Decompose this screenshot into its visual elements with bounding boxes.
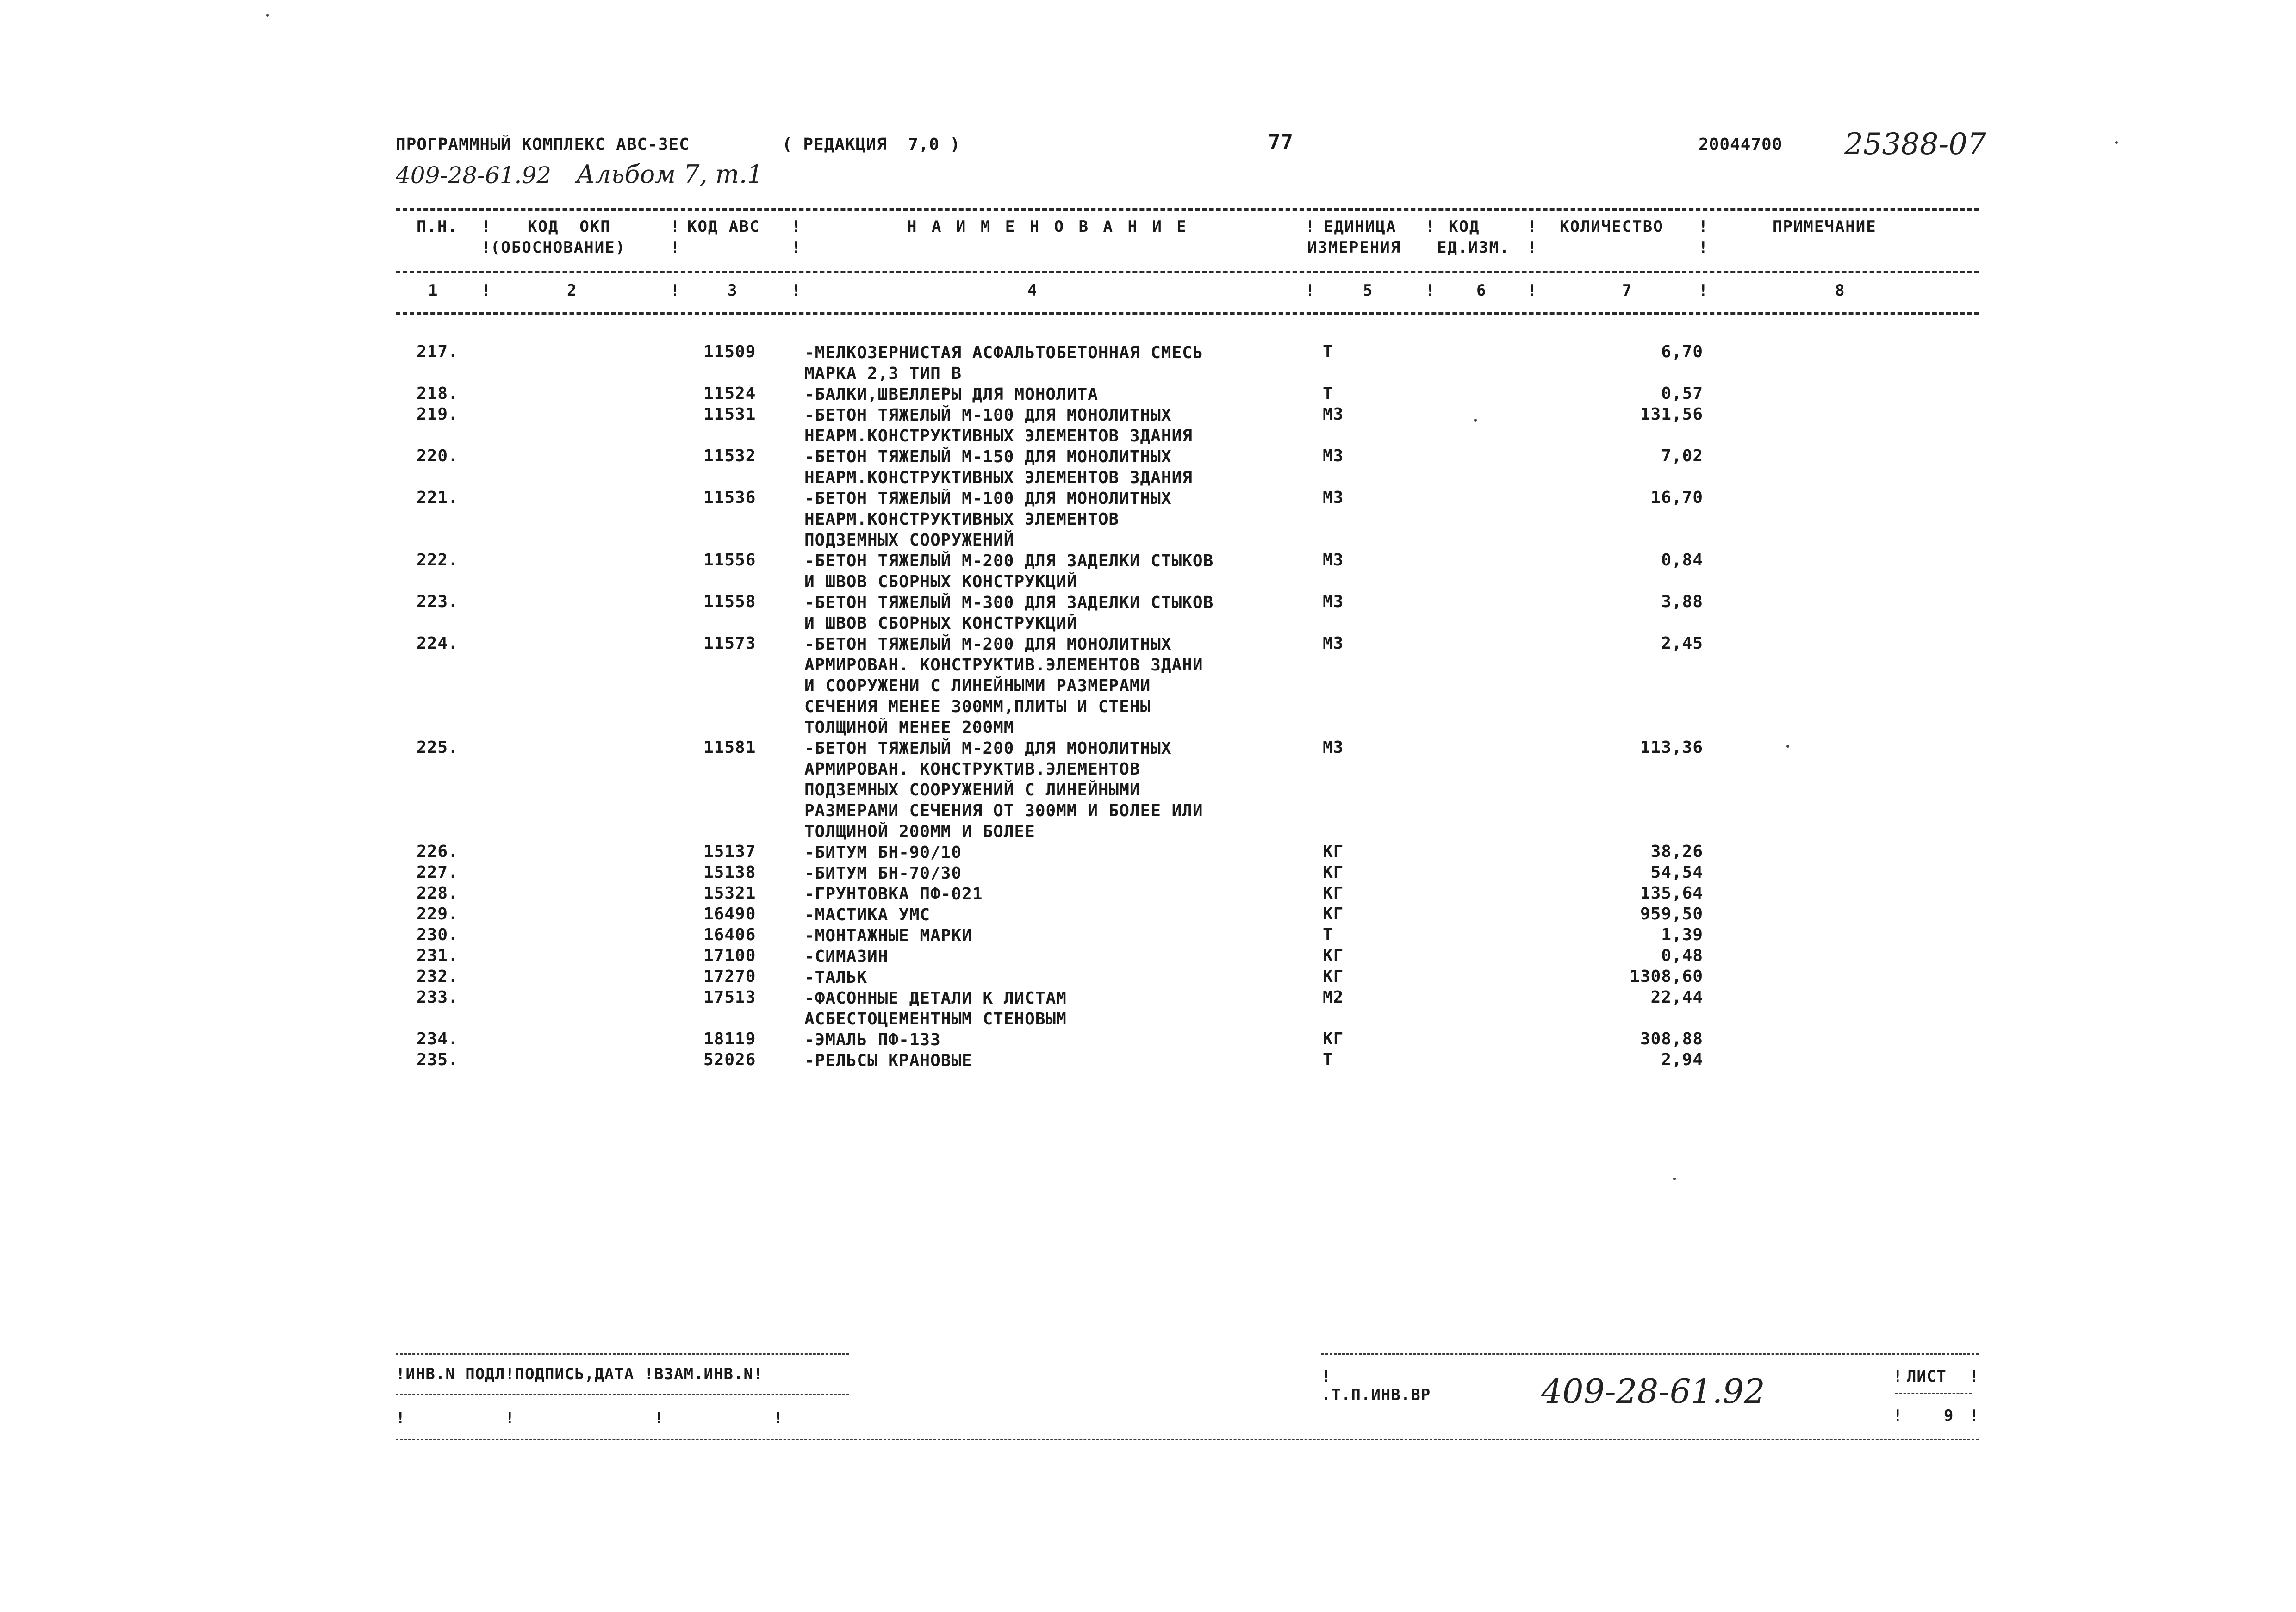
header-col-abc: КОД АВС [687, 217, 760, 236]
row-name-line: ПОДЗЕМНЫХ СООРУЖЕНИЙ [804, 531, 1014, 550]
row-quantity: 54,54 [1650, 863, 1703, 882]
row-quantity: 113,36 [1640, 738, 1703, 757]
row-name-line: ТОЛЩИНОЙ МЕНЕЕ 200ММ [804, 718, 1014, 737]
row-name-line: И ШВОВ СБОРНЫХ КОНСТРУКЦИЙ [804, 572, 1077, 591]
row-unit: Т [1323, 384, 1333, 403]
footer-bottom-rule [396, 1439, 1979, 1440]
row-name-line: -МАСТИКА УМС [804, 905, 931, 924]
table-top-rule [396, 208, 1979, 211]
colnum-8: 8 [1835, 281, 1846, 300]
row-abc-code: 16406 [703, 925, 756, 944]
row-name [804, 967, 867, 988]
colnum-2: 2 [567, 281, 578, 300]
row-number: 230. [417, 925, 459, 944]
row-number: 227. [417, 863, 459, 882]
row-quantity: 308,88 [1640, 1029, 1703, 1048]
row-quantity: 131,56 [1640, 405, 1703, 424]
colnum-3: 3 [728, 281, 738, 300]
table-row [0, 1029, 2296, 1050]
row-name [804, 1029, 941, 1050]
row-number: 229. [417, 905, 459, 924]
row-name-line: -БЕТОН ТЯЖЕЛЫЙ М-200 ДЛЯ МОНОЛИТНЫХ [804, 635, 1172, 654]
table-row [0, 384, 2296, 405]
row-unit: КГ [1323, 842, 1344, 861]
row-unit: КГ [1323, 884, 1344, 903]
row-quantity: 0,84 [1661, 551, 1703, 570]
row-unit: КГ [1323, 863, 1344, 882]
row-name [804, 925, 972, 946]
row-name-line: -ФАСОННЫЕ ДЕТАЛИ К ЛИСТАМ [804, 989, 1067, 1008]
header-col-note: ПРИМЕЧАНИЕ [1773, 217, 1877, 236]
row-unit: М3 [1323, 551, 1344, 570]
row-name [804, 405, 1193, 446]
row-name [804, 488, 1172, 551]
row-name-line: И ШВОВ СБОРНЫХ КОНСТРУКЦИЙ [804, 614, 1077, 633]
row-name-line: -ГРУНТОВКА ПФ-021 [804, 885, 983, 904]
row-number: 224. [417, 634, 459, 653]
row-quantity: 1308,60 [1630, 967, 1703, 986]
table-row [0, 592, 2296, 634]
row-name-line: -РЕЛЬСЫ КРАНОВЫЕ [804, 1051, 972, 1070]
handwritten-number: 25388-07 [1844, 127, 1986, 161]
row-name-line: АСБЕСТОЦЕМЕНТНЫМ СТЕНОВЫМ [804, 1010, 1067, 1029]
row-number: 221. [417, 488, 459, 507]
row-number: 235. [417, 1050, 459, 1069]
header-mid-rule [396, 271, 1979, 273]
row-name-line: СЕЧЕНИЯ МЕНЕЕ 300ММ,ПЛИТЫ И СТЕНЫ [804, 697, 1151, 716]
row-number: 220. [417, 446, 459, 465]
table-row [0, 634, 2296, 738]
footer-right-top-rule [1321, 1353, 1979, 1355]
row-name-line: АРМИРОВАН. КОНСТРУКТИВ.ЭЛЕМЕНТОВ ЗДАНИ [804, 656, 1203, 675]
row-number: 223. [417, 592, 459, 611]
row-unit: М2 [1323, 988, 1344, 1007]
row-name [804, 342, 1203, 384]
row-abc-code: 11558 [703, 592, 756, 611]
header-bottom-rule [396, 312, 1979, 315]
row-name [804, 946, 888, 967]
colnum-4: 4 [1027, 281, 1038, 300]
row-name [804, 634, 1203, 738]
row-quantity: 1,39 [1661, 925, 1703, 944]
row-number: 217. [417, 342, 459, 361]
row-name-line: -БЕТОН ТЯЖЕЛЫЙ М-300 ДЛЯ ЗАДЕЛКИ СТЫКОВ [804, 593, 1214, 612]
row-name [804, 863, 962, 884]
header-col-pn: П.Н. [417, 217, 458, 236]
table-row [0, 488, 2296, 551]
row-name-line: -БЕТОН ТЯЖЕЛЫЙ М-100 ДЛЯ МОНОЛИТНЫХ [804, 489, 1172, 508]
row-name-line: АРМИРОВАН. КОНСТРУКТИВ.ЭЛЕМЕНТОВ [804, 760, 1140, 779]
footer-left-mid-rule [396, 1394, 849, 1395]
table-row [0, 863, 2296, 884]
table-row [0, 842, 2296, 863]
header-separators: ! [481, 217, 491, 236]
handwritten-project: 409-28-61.92 [396, 162, 551, 189]
table-row [0, 884, 2296, 905]
row-abc-code: 15138 [703, 863, 756, 882]
row-name-line: ТОЛЩИНОЙ 200ММ И БОЛЕЕ [804, 822, 1035, 841]
row-name-line: -БЕТОН ТЯЖЕЛЫЙ М-100 ДЛЯ МОНОЛИТНЫХ [804, 406, 1172, 425]
footer-left-cells: ! ! ! ! [396, 1409, 784, 1427]
row-number: 222. [417, 551, 459, 570]
row-number: 218. [417, 384, 459, 403]
row-unit: Т [1323, 342, 1333, 361]
row-unit: М3 [1323, 446, 1344, 465]
row-abc-code: 15321 [703, 884, 756, 903]
row-unit: КГ [1323, 946, 1344, 965]
header-col-unit-sub: ИЗМЕРЕНИЯ [1307, 238, 1401, 257]
footer-handwritten-doc: 409-28-61.92 [1541, 1372, 1765, 1411]
row-name-line: -БАЛКИ,ШВЕЛЛЕРЫ ДЛЯ МОНОЛИТА [804, 385, 1098, 404]
document-code: 20044700 [1699, 135, 1783, 154]
row-quantity: 0,48 [1661, 946, 1703, 965]
row-abc-code: 11509 [703, 342, 756, 361]
row-abc-code: 11573 [703, 634, 756, 653]
footer-sheet-rule [1895, 1393, 1972, 1394]
colnum-7: 7 [1622, 281, 1633, 300]
row-name-line: -СИМАЗИН [804, 947, 889, 966]
row-number: 225. [417, 738, 459, 757]
row-abc-code: 17100 [703, 946, 756, 965]
row-quantity: 3,88 [1661, 592, 1703, 611]
row-unit: КГ [1323, 905, 1344, 924]
row-abc-code: 16490 [703, 905, 756, 924]
row-quantity: 6,70 [1661, 342, 1703, 361]
row-unit: КГ [1323, 1029, 1344, 1048]
row-quantity: 0,57 [1661, 384, 1703, 403]
header-col-okp: КОД ОКП [528, 217, 611, 236]
row-abc-code: 11532 [703, 446, 756, 465]
row-name [804, 384, 1098, 405]
row-name-line: -МЕЛКОЗЕРНИСТАЯ АСФАЛЬТОБЕТОННАЯ СМЕСЬ [804, 343, 1203, 362]
table-row [0, 342, 2296, 384]
row-abc-code: 17270 [703, 967, 756, 986]
row-unit: М3 [1323, 592, 1344, 611]
footer-left-labels: !ИНВ.N ПОДЛ!ПОДПИСЬ,ДАТА !ВЗАМ.ИНВ.N! [396, 1365, 764, 1383]
row-number: 233. [417, 988, 459, 1007]
handwritten-album: Альбом 7, т.1 [576, 160, 763, 189]
header-col-qty: КОЛИЧЕСТВО [1560, 217, 1664, 236]
row-name [804, 884, 983, 905]
table-row [0, 1050, 2296, 1071]
row-quantity: 7,02 [1661, 446, 1703, 465]
row-abc-code: 52026 [703, 1050, 756, 1069]
row-number: 234. [417, 1029, 459, 1048]
row-name-line: ПОДЗЕМНЫХ СООРУЖЕНИЙ С ЛИНЕЙНЫМИ [804, 781, 1140, 800]
row-unit: Т [1323, 1050, 1333, 1069]
row-name [804, 905, 930, 925]
header-col-okp-sub: (ОБОСНОВАНИЕ) [491, 238, 626, 257]
row-name-line: -БИТУМ БН-70/30 [804, 864, 962, 883]
scan-speck [2115, 141, 2118, 144]
scan-speck [1673, 1178, 1676, 1180]
colnum-1: 1 [428, 281, 439, 300]
page-number: 77 [1268, 130, 1294, 154]
row-unit: М3 [1323, 738, 1344, 757]
row-unit: Т [1323, 925, 1333, 944]
row-quantity: 22,44 [1650, 988, 1703, 1007]
row-abc-code: 11536 [703, 488, 756, 507]
row-abc-code: 11531 [703, 405, 756, 424]
footer-right-bar: ! [1321, 1367, 1332, 1386]
table-row [0, 925, 2296, 946]
row-abc-code: 11581 [703, 738, 756, 757]
scan-speck [1474, 419, 1477, 422]
row-name-line: И СООРУЖЕНИ С ЛИНЕЙНЫМИ РАЗМЕРАМИ [804, 676, 1151, 695]
row-name [804, 842, 962, 863]
program-edition: ( РЕДАКЦИЯ 7,0 ) [782, 135, 961, 154]
header-col-unitcode-sub: ЕД.ИЗМ. [1437, 238, 1510, 257]
row-name [804, 1050, 972, 1071]
row-name-line: -БЕТОН ТЯЖЕЛЫЙ М-200 ДЛЯ ЗАДЕЛКИ СТЫКОВ [804, 552, 1214, 570]
row-abc-code: 15137 [703, 842, 756, 861]
header-col-name: Н А И М Е Н О В А Н И Е [907, 217, 1189, 236]
table-row [0, 946, 2296, 967]
row-abc-code: 17513 [703, 988, 756, 1007]
row-name-line: РАЗМЕРАМИ СЕЧЕНИЯ ОТ 300ММ И БОЛЕЕ ИЛИ [804, 801, 1203, 820]
row-name [804, 988, 1067, 1029]
row-name [804, 592, 1213, 634]
row-unit: М3 [1323, 405, 1344, 424]
row-abc-code: 18119 [703, 1029, 756, 1048]
table-row [0, 551, 2296, 592]
row-abc-code: 11524 [703, 384, 756, 403]
sheet-number: 9 [1944, 1407, 1954, 1425]
table-row [0, 905, 2296, 925]
table-row [0, 967, 2296, 988]
row-name-line: НЕАРМ.КОНСТРУКТИВНЫХ ЭЛЕМЕНТОВ ЗДАНИЯ [804, 427, 1193, 446]
row-unit: КГ [1323, 967, 1344, 986]
row-unit: М3 [1323, 634, 1344, 653]
table-row [0, 405, 2296, 446]
row-name-line: МАРКА 2,3 ТИП В [804, 364, 962, 383]
row-name [804, 446, 1193, 488]
row-number: 219. [417, 405, 459, 424]
row-name-line: НЕАРМ.КОНСТРУКТИВНЫХ ЭЛЕМЕНТОВ ЗДАНИЯ [804, 468, 1193, 487]
row-name-line: -ТАЛЬК [804, 968, 868, 987]
program-name: ПРОГРАММНЫЙ КОМПЛЕКС АВС-3ЕС [396, 135, 690, 154]
row-number: 232. [417, 967, 459, 986]
row-quantity: 959,50 [1640, 905, 1703, 924]
row-quantity: 135,64 [1640, 884, 1703, 903]
header-col-unitcode: КОД [1449, 217, 1480, 236]
colnum-6: 6 [1476, 281, 1487, 300]
row-abc-code: 11556 [703, 551, 756, 570]
scan-speck [266, 14, 269, 17]
row-name [804, 738, 1203, 842]
row-name-line: -БЕТОН ТЯЖЕЛЫЙ М-200 ДЛЯ МОНОЛИТНЫХ [804, 739, 1172, 758]
header-col-unit: ЕДИНИЦА [1324, 217, 1397, 236]
row-name-line: -БИТУМ БН-90/10 [804, 843, 962, 862]
table-row [0, 738, 2296, 842]
row-number: 226. [417, 842, 459, 861]
row-quantity: 2,45 [1661, 634, 1703, 653]
row-number: 228. [417, 884, 459, 903]
table-row [0, 988, 2296, 1029]
footer-right-label: .Т.П.ИНВ.ВР [1321, 1386, 1431, 1404]
row-name-line: -МОНТАЖНЫЕ МАРКИ [804, 926, 972, 945]
colnum-5: 5 [1363, 281, 1374, 300]
row-name-line: -БЕТОН ТЯЖЕЛЫЙ М-150 ДЛЯ МОНОЛИТНЫХ [804, 447, 1172, 466]
footer-left-top-rule [396, 1353, 849, 1355]
row-name-line: -ЭМАЛЬ ПФ-133 [804, 1030, 941, 1049]
row-quantity: 2,94 [1661, 1050, 1703, 1069]
row-quantity: 16,70 [1650, 488, 1703, 507]
row-unit: М3 [1323, 488, 1344, 507]
sheet-label: ЛИСТ [1907, 1367, 1947, 1386]
row-name-line: НЕАРМ.КОНСТРУКТИВНЫХ ЭЛЕМЕНТОВ [804, 510, 1120, 529]
row-quantity: 38,26 [1650, 842, 1703, 861]
row-name [804, 551, 1213, 592]
row-number: 231. [417, 946, 459, 965]
table-row [0, 446, 2296, 488]
scan-speck [1786, 745, 1789, 748]
